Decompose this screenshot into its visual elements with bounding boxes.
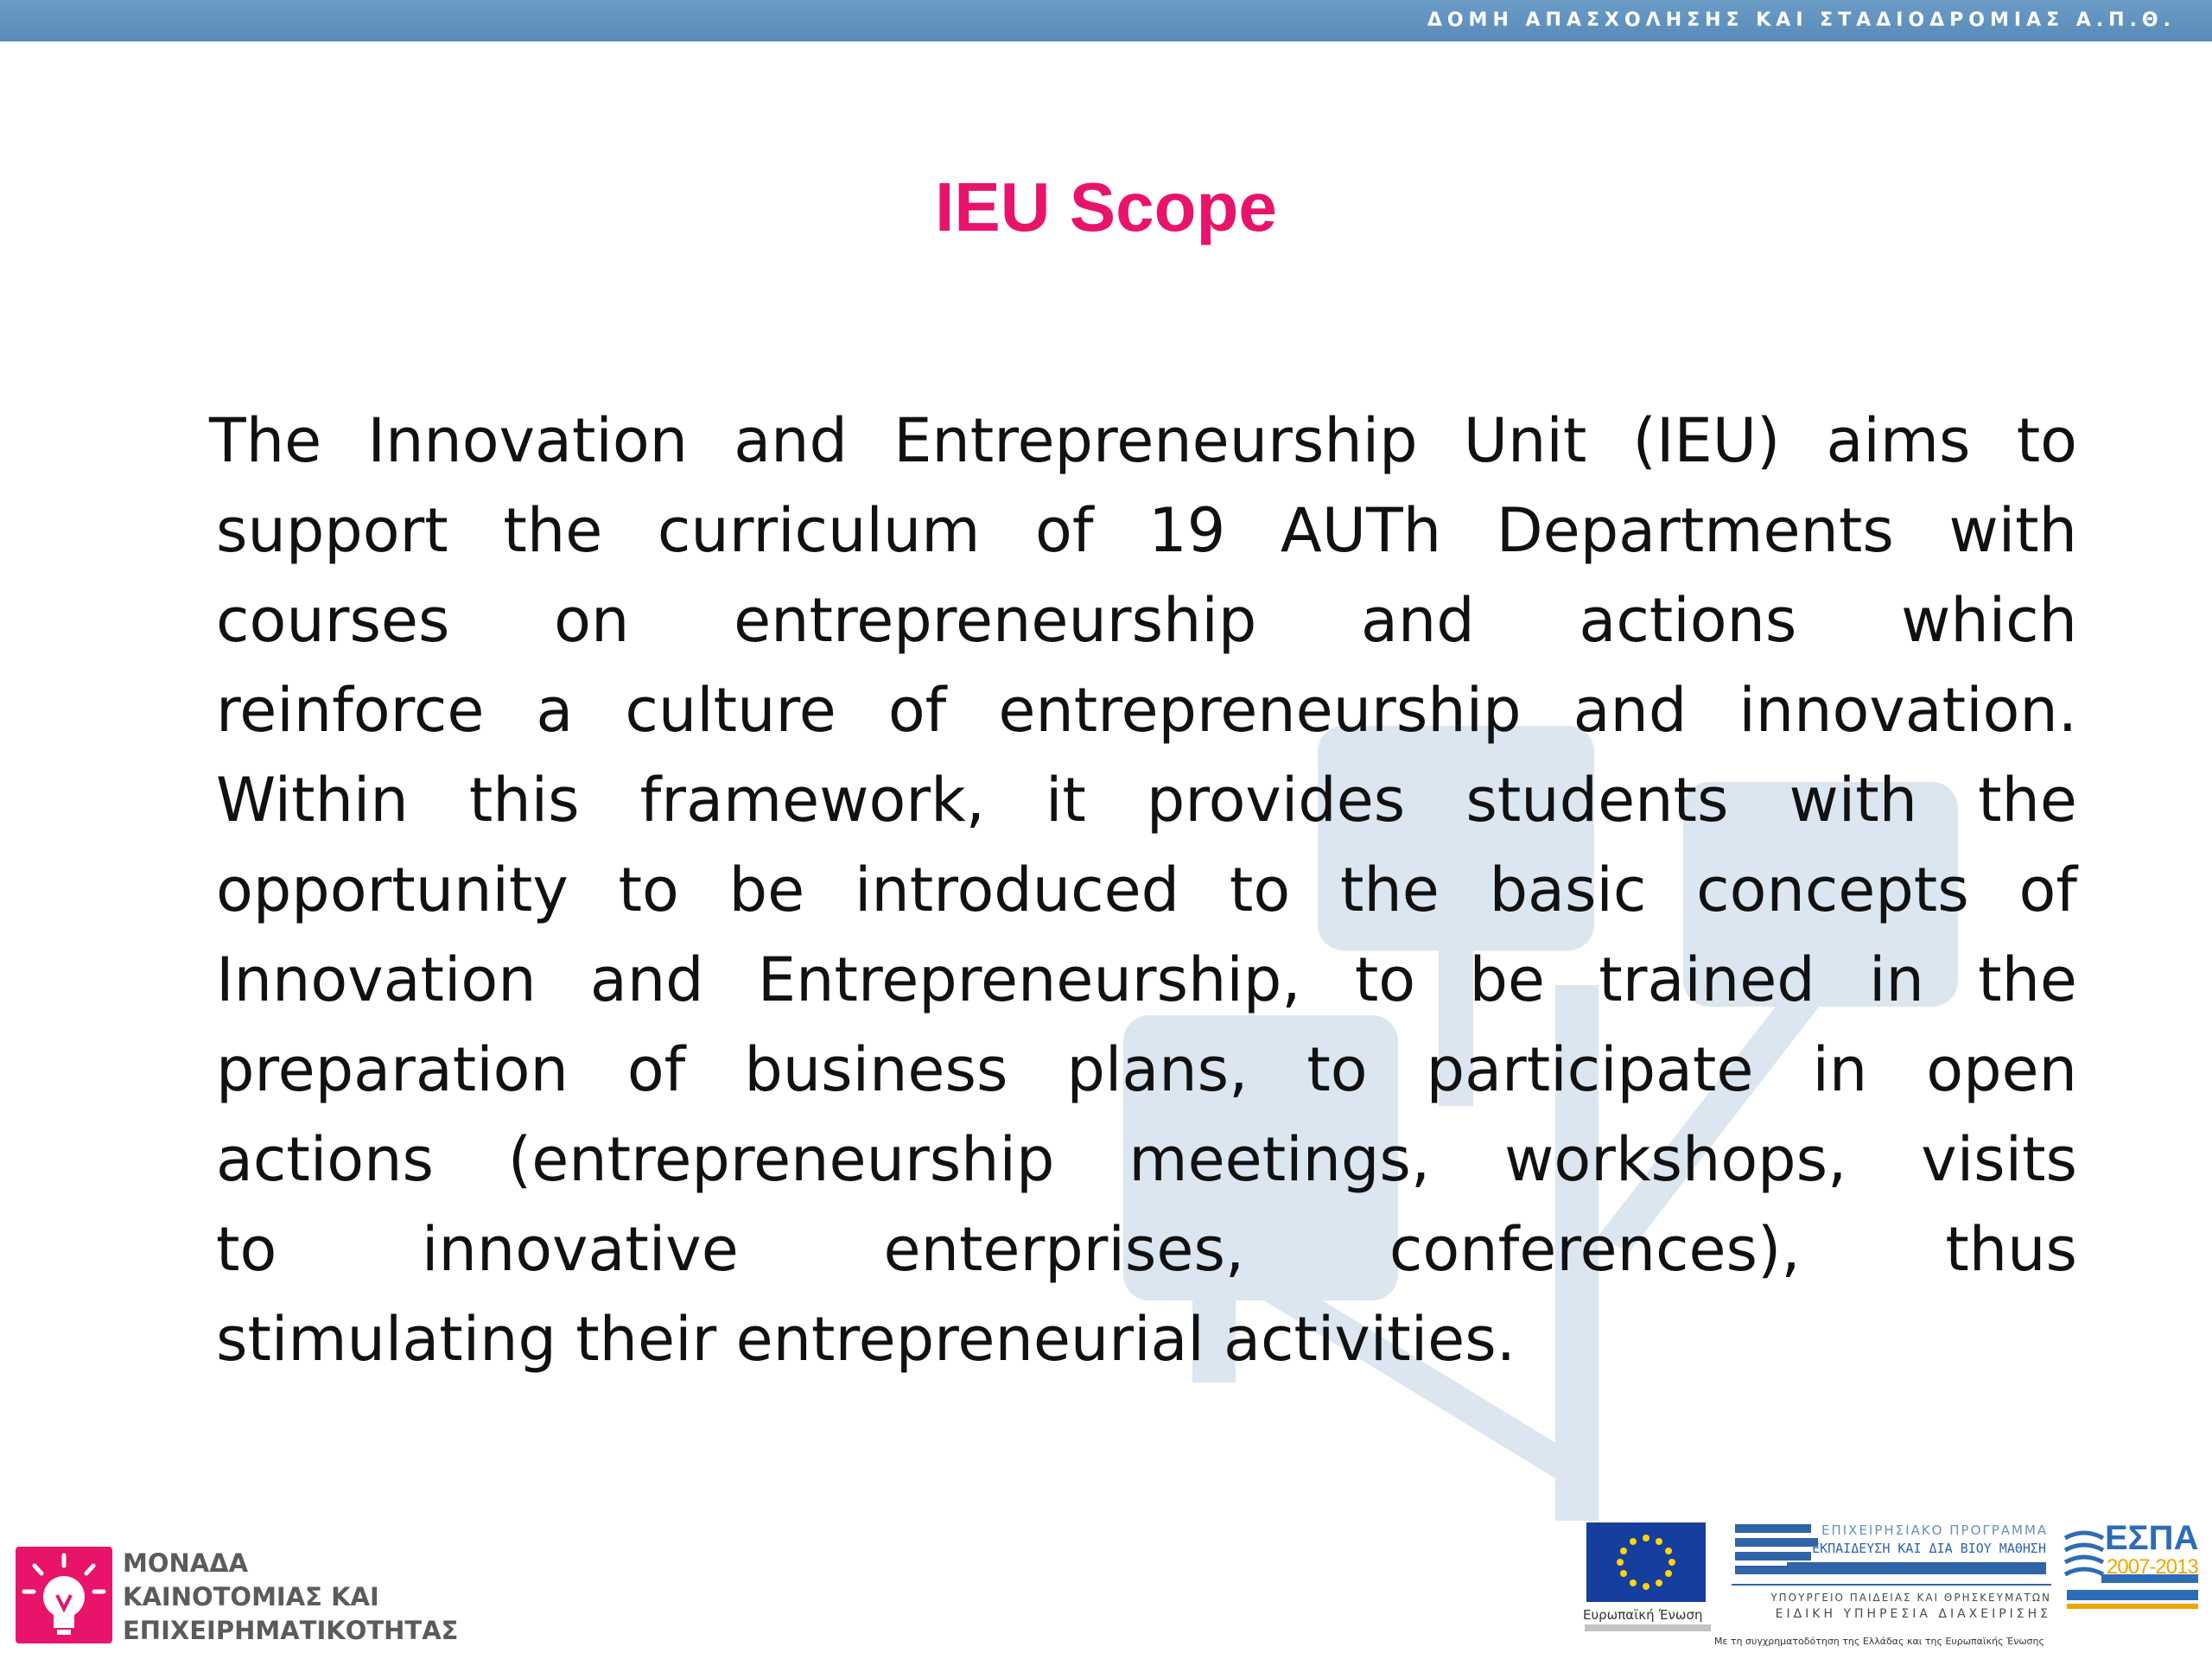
body-line: reinforce a culture of entrepreneurship and innovation. — [216, 675, 2077, 746]
cofunding-note: Με τη συγχρηματοδότηση της Ελλάδας και της Ευρωπαϊκής Ένωσης — [1714, 1636, 2044, 1647]
body-line: support the curriculum of 19 AUTh Departments with — [216, 495, 2077, 566]
ministry-name: ΥΠΟΥΡΓΕΙΟ ΠΑΙΔΕΙΑΣ ΚΑΙ ΘΡΗΣΚΕΥΜΑΤΩΝ — [1770, 1592, 2051, 1604]
eu-caption: Ευρωπαϊκή Ένωση — [1583, 1607, 1703, 1623]
espa-years: 2007-2013 — [2107, 1555, 2198, 1579]
body-line: courses on entrepreneurship and actions which — [216, 585, 2077, 656]
body-line: actions (entrepreneurship meetings, workshops, visits — [216, 1124, 2077, 1195]
eu-flag-icon — [1586, 1522, 1706, 1602]
body-line: Innovation and Entrepreneurship, to be trained in the — [216, 944, 2077, 1015]
espa-wordmark: ΕΣΠΑ — [2105, 1519, 2199, 1557]
slide-title: IEU Scope — [935, 168, 1277, 245]
unit-name-line: ΜΟΝΑΔΑ — [123, 1548, 249, 1578]
lightbulb-icon — [16, 1547, 112, 1643]
programme-name: ΕΚΠΑΙΔΕΥΣΗ ΚΑΙ ΔΙΑ ΒΙΟΥ ΜΑΘΗΣΗ — [1812, 1541, 2046, 1556]
unit-name — [123, 1547, 468, 1648]
body-line: opportunity to be introduced to the basic concepts of — [216, 855, 2077, 925]
unit-name-line: ΕΠΙΧΕΙΡΗΜΑΤΙΚΟΤΗΤΑΣ — [123, 1616, 459, 1645]
body-line: preparation of business plans, to participate in open — [216, 1034, 2077, 1105]
special-service-name: ΕΙΔΙΚΗ ΥΠΗΡΕΣΙΑ ΔΙΑΧΕΙΡΙΣΗΣ — [1775, 1607, 2051, 1621]
body-line: to innovative enterprises, conferences), thus — [216, 1214, 2077, 1285]
eu-subcaption-line — [1585, 1624, 1711, 1631]
body-line: The Innovation and Entrepreneurship Unit (IEU) aims to — [209, 405, 2077, 476]
education-programme-logo-icon — [1732, 1521, 2051, 1642]
header-org-name: ΔΟΜΗ ΑΠΑΣΧΟΛΗΣΗΣ ΚΑΙ ΣΤΑΔΙΟΔΡΟΜΙΑΣ Α.Π.Θ. — [1427, 10, 2176, 31]
programme-title: ΕΠΙΧΕΙΡΗΣΙΑΚΟ ΠΡΟΓΡΑΜΜΑ — [1821, 1522, 2049, 1538]
body-line: Within this framework, it provides students with the — [216, 765, 2077, 836]
body-line: stimulating their entrepreneurial activities. — [216, 1304, 1516, 1375]
slide-body — [209, 396, 2077, 1384]
unit-name-line: ΚΑΙΝΟΤΟΜΙΑΣ ΚΑΙ — [123, 1582, 379, 1611]
